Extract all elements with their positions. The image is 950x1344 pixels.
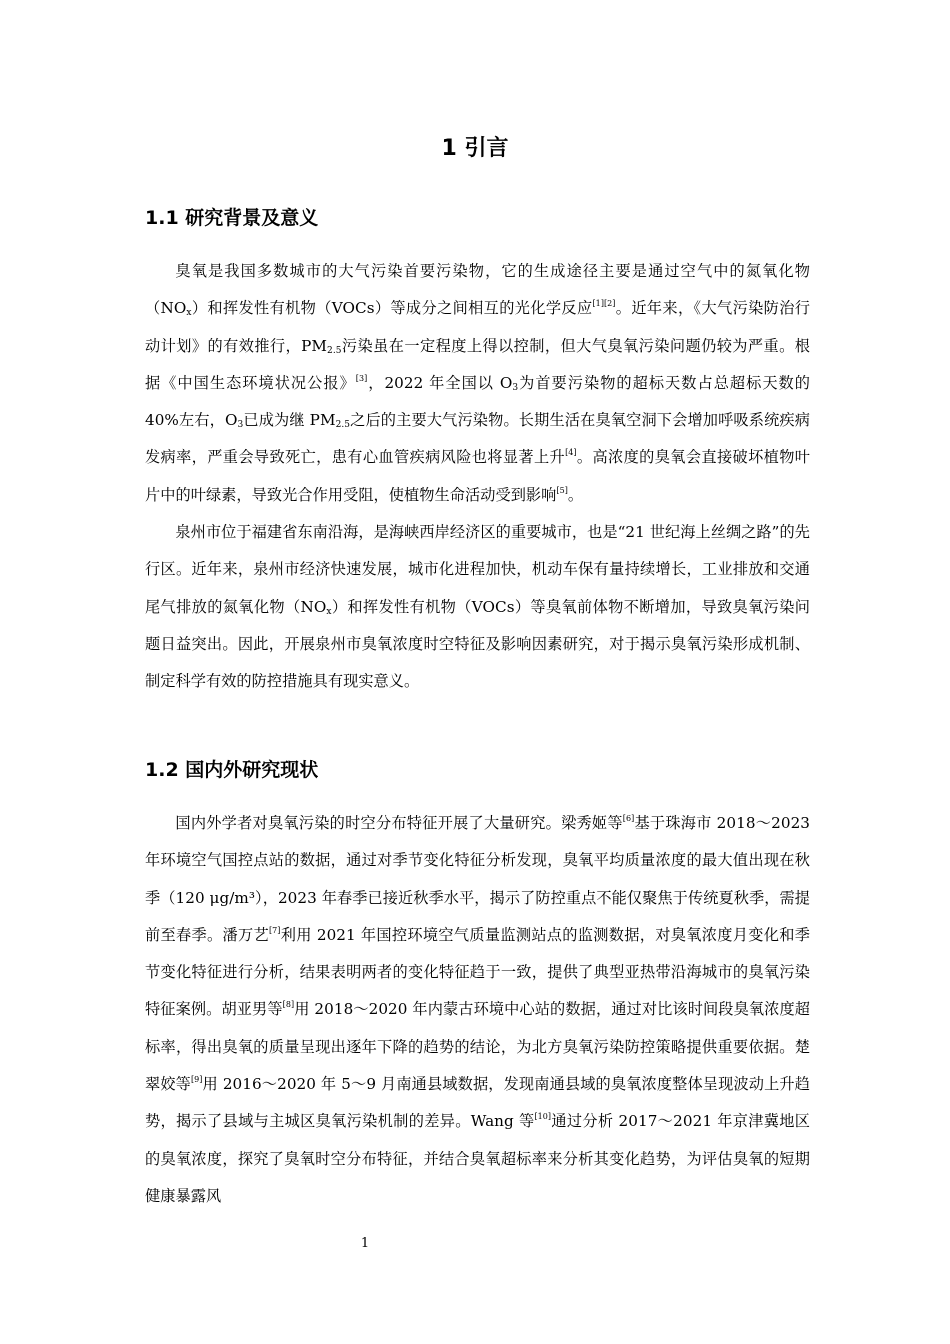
text-run: ）和挥发性有机物（VOCs）等臭氧前体物不断增加，导致臭氧污染问题日益突出。因此，开展泉州市臭氧浓度时空特征及影响因素研究，对于揭示臭氧污染形成机制、制定科学有效的防控措施具有现实意义。 <box>145 597 811 691</box>
text-run: ）和挥发性有机物（VOCs）等成分之间相互的光化学反应 <box>191 299 593 318</box>
citation-ref: [7] <box>268 925 281 935</box>
page-number: 1 <box>360 1236 370 1251</box>
text-run: 用 2016～2020 年 5～9 月南通县域数据，发现南通县域的臭氧浓度整体呈现波动上升趋势，揭示了县域与主城区臭氧污染机制的差异。Wang 等 <box>145 1075 810 1131</box>
subscript: 2.5 <box>327 345 342 356</box>
chapter-title: 1 引言 <box>441 136 509 161</box>
citation-ref: [3] <box>355 373 368 383</box>
citation-ref: [6] <box>622 814 635 823</box>
subscript: x <box>326 606 332 617</box>
section-title-research-status: 1.2 国内外研究现状 <box>145 759 319 781</box>
text-run: 国内外学者对臭氧污染的时空分布特征开展了大量研究。梁秀姬等 <box>175 814 623 832</box>
subscript: 3 <box>237 420 244 431</box>
citation-ref: [5] <box>556 485 568 495</box>
citation-ref: [1][2] <box>592 299 616 309</box>
section-background-body <box>145 253 810 701</box>
text-run: 泉州市位于福建省东南沿海，是海峡西岸经济区的重要城市，也是“21 世纪海上丝绸之路”的先行区。近年来，泉州市经济快速发展，城市化进程加快，机动车保有量持续增长，工业排放和交通尾气排放的氮氧化物（NO <box>145 523 810 616</box>
text-run: 。近年来，《大气污染防治行动计划》的有效推行，PM <box>145 299 810 355</box>
paragraph-ozone-background <box>145 253 810 514</box>
citation-ref: [8] <box>282 1000 295 1010</box>
text-run: 通过分析 2017～2021 年京津冀地区的臭氧浓度，探究了臭氧时空分布特征，并结合臭氧超标率来分析其变化趋势，为评估臭氧的短期健康暴露风 <box>145 1112 810 1205</box>
text-run: 。高浓度的臭氧会直接破坏植物叶片中的叶绿素，导致光合作用受阻，使植物生命活动受到影响 <box>145 448 811 504</box>
text-run: 之后的主要大气污染物。长期生活在臭氧空洞下会增加呼吸系统疾病发病率，严重会导致死亡，患有心血管疾病风险也将显著上升 <box>145 411 811 467</box>
text-run: 基于珠海市 2018～2023 年环境空气国控点站的数据，通过对季节变化特征分析发现，臭氧平均质量浓度的最大值出现在秋季（120 μg/m³），2023 年春季已接近秋季水平，揭示了防控重点不能仅聚焦于传统夏秋季，需提前至春季。潘万艺 <box>145 814 810 944</box>
citation-ref: [10] <box>534 1112 552 1122</box>
citation-ref: [9] <box>190 1075 203 1085</box>
text-run: 为首要污染物的超标天数占总超标天数的 40%左右，O <box>145 373 810 430</box>
text-run: 。 <box>567 485 584 504</box>
paragraph-literature-review <box>145 805 810 1215</box>
text-run: ，2022 年全国以 O <box>367 373 513 392</box>
text-run: 污染虽在一定程度上得以控制，但大气臭氧污染问题仍较为严重。根据《中国生态环境状况公报》 <box>145 336 811 392</box>
section-research-status-body <box>145 805 810 1215</box>
text-run: 臭氧是我国多数城市的大气污染首要污染物，它的生成途径主要是通过空气中的氮氧化物（NO <box>145 262 810 318</box>
paragraph-quanzhou-context <box>145 514 810 700</box>
subscript: 3 <box>512 382 519 393</box>
text-run: 已成为继 PM <box>243 411 336 430</box>
section-title-background: 1.1 研究背景及意义 <box>145 207 319 229</box>
subscript: 2.5 <box>335 420 351 431</box>
citation-ref: [4] <box>565 448 577 458</box>
text-run: 利用 2021 年国控环境空气质量监测站点的监测数据，对臭氧浓度月变化和季节变化特征进行分析，结果表明两者的变化特征趋于一致，提供了典型亚热带沿海城市的臭氧污染特征案例。胡亚男等 <box>145 925 811 1019</box>
text-run: 用 2018～2020 年内蒙古环境中心站的数据，通过对比该时间段臭氧浓度超标率，得出臭氧的质量呈现出逐年下降的趋势的结论，为北方臭氧污染防控策略提供重要依据。楚翠姣等 <box>145 1000 811 1094</box>
subscript: x <box>186 308 192 319</box>
